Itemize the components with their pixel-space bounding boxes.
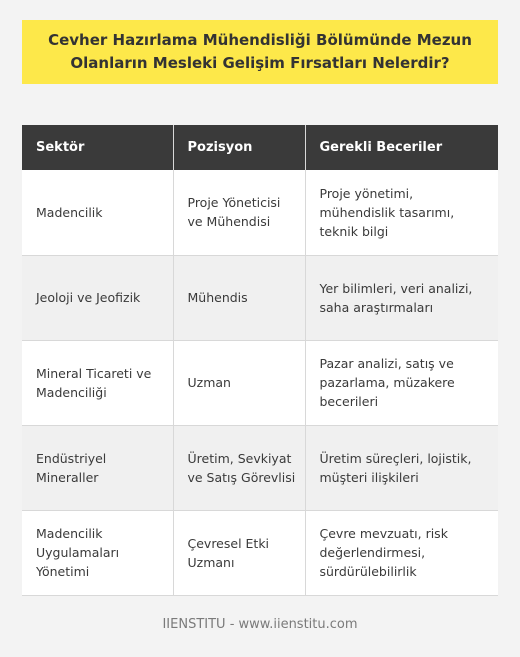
table-row [22,255,498,340]
cell-sector: Mineral Ticareti ve Madenciliği [22,340,173,425]
cell-skills: Üretim süreçleri, lojistik, müşteri ilişkileri [305,425,498,510]
footer-credit: IIENSTITU - www.iienstitu.com [162,617,358,632]
cell-skills: Yer bilimleri, veri analizi, saha araştırmaları [305,255,498,340]
cell-position: Uzman [173,340,305,425]
cell-sector: Madencilik Uygulamaları Yönetimi [22,510,173,595]
title-banner [22,20,498,84]
cell-sector: Jeoloji ve Jeofizik [22,255,173,340]
header-position: Pozisyon [173,125,305,170]
cell-sector: Madencilik [22,170,173,255]
cell-sector: Endüstriyel Mineraller [22,425,173,510]
cell-position: Çevresel Etki Uzmanı [173,510,305,595]
header-sector: Sektör [22,125,173,170]
table-row [22,340,498,425]
cell-position: Mühendis [173,255,305,340]
table-header-row [22,125,498,170]
cell-skills: Proje yönetimi, mühendislik tasarımı, teknik bilgi [305,170,498,255]
table-row [22,170,498,255]
cell-position: Üretim, Sevkiyat ve Satış Görevlisi [173,425,305,510]
cell-position: Proje Yöneticisi ve Mühendisi [173,170,305,255]
cell-skills: Pazar analizi, satış ve pazarlama, müzakere becerileri [305,340,498,425]
table-row [22,425,498,510]
header-skills: Gerekli Beceriler [305,125,498,170]
career-table [22,125,498,596]
cell-skills: Çevre mevzuatı, risk değerlendirmesi, sürdürülebilirlik [305,510,498,595]
table-row [22,510,498,595]
page-title: Cevher Hazırlama Mühendisliği Bölümünde Mezun Olanların Mesleki Gelişim Fırsatları Nelerdir? [48,31,472,72]
